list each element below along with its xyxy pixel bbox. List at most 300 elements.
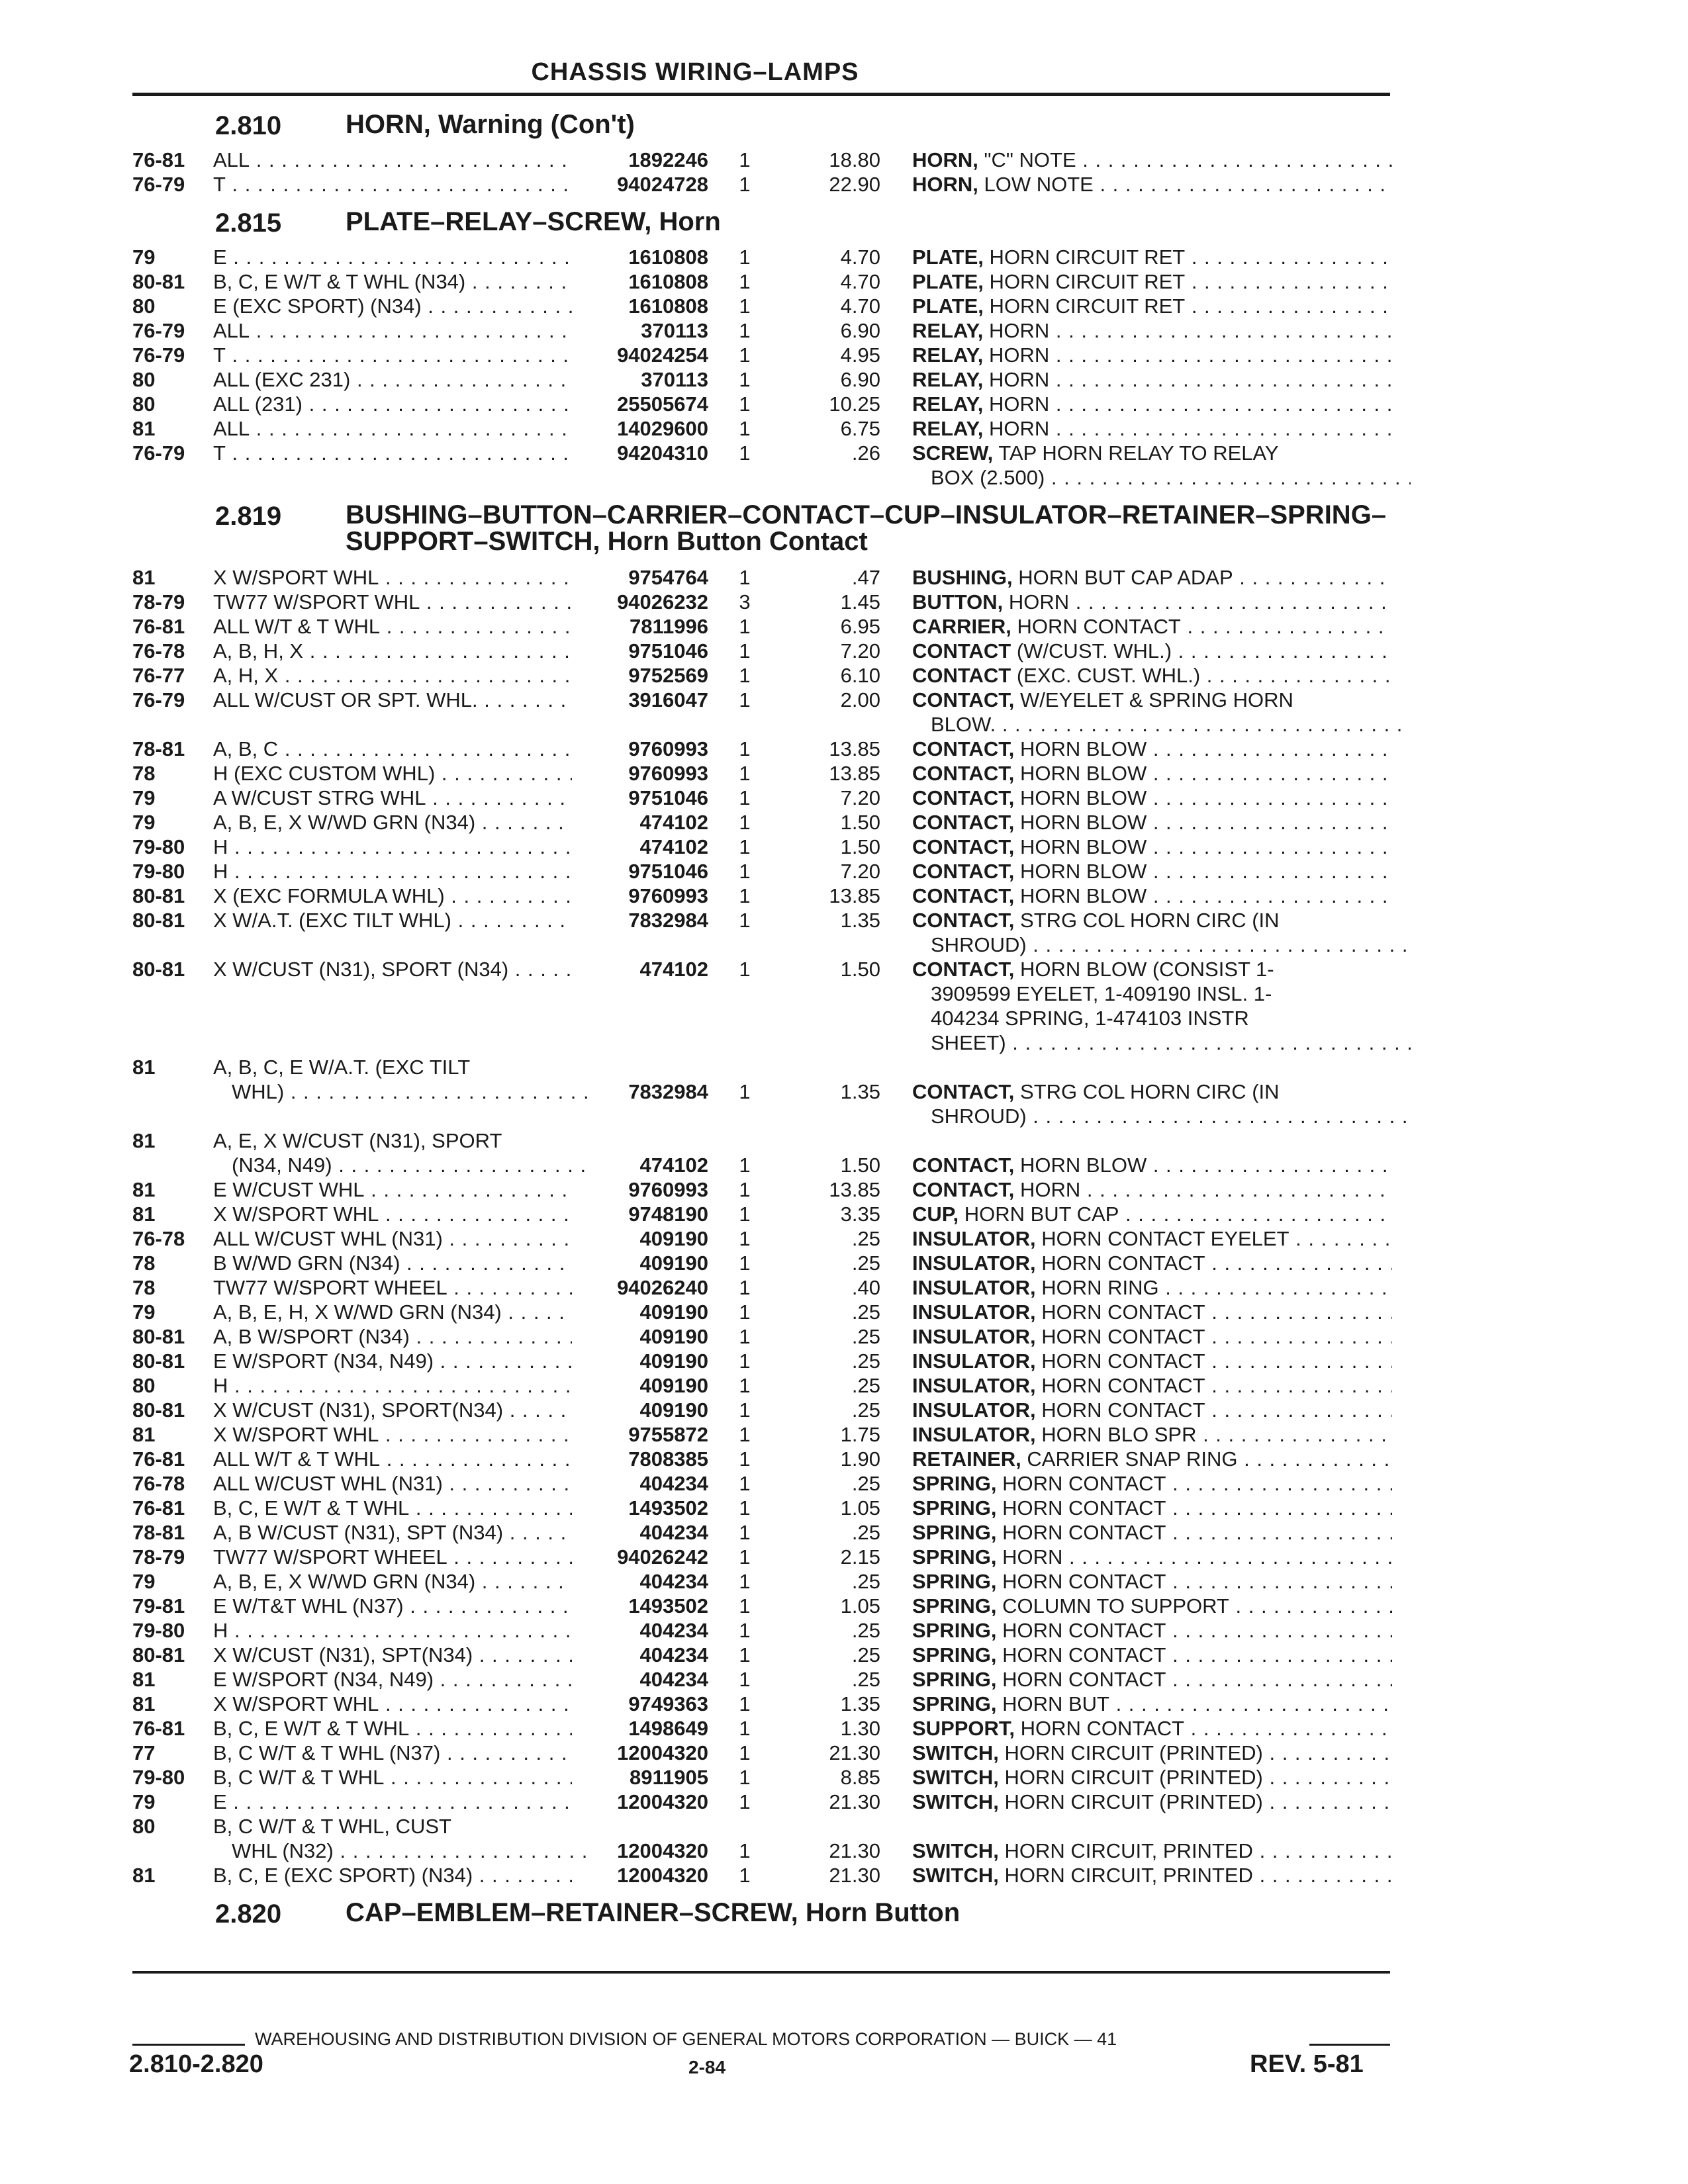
part-description	[912, 1741, 1392, 1765]
part-description-text: HORN CONTACT	[996, 1570, 1166, 1593]
part-description	[912, 1496, 1392, 1520]
section-number: 2.815	[215, 208, 282, 238]
table-row	[0, 1790, 1688, 1814]
model-year: 76-81	[132, 1717, 185, 1740]
part-description-text: (W/CUST. WHL.)	[1011, 639, 1172, 662]
section-number: 2.819	[215, 502, 282, 531]
part-description-text: HORN BLOW	[1014, 762, 1147, 785]
model-year: 81	[132, 1178, 156, 1201]
price: .25	[851, 1325, 880, 1348]
part-description-text: STRG COL HORN CIRC (IN	[1014, 909, 1280, 932]
table-row	[0, 1814, 1688, 1839]
price: 21.30	[829, 1839, 880, 1862]
quantity: 1	[739, 688, 751, 711]
part-description	[912, 1324, 1392, 1349]
model-year: 78-79	[132, 590, 185, 614]
price: 6.90	[840, 319, 880, 342]
model-applicability: ALL W/CUST WHL (N31) . . .	[213, 1471, 572, 1496]
part-description	[912, 367, 1392, 392]
model-year: 80-81	[132, 270, 185, 293]
table-row	[0, 884, 1688, 908]
table-row	[0, 565, 1688, 590]
part-description	[912, 416, 1392, 441]
price: .25	[851, 1472, 880, 1495]
table-row	[0, 663, 1688, 688]
part-description-text: HORN CONTACT	[1035, 1374, 1205, 1397]
part-description-noun: CONTACT,	[912, 884, 1015, 907]
quantity: 1	[739, 1276, 751, 1299]
part-description-text: HORN BUT	[996, 1692, 1109, 1715]
part-number: 404234	[639, 1619, 708, 1642]
price: .25	[851, 1521, 880, 1544]
part-description-text: STRG COL HORN CIRC (IN	[1014, 1080, 1280, 1103]
part-description	[912, 1177, 1392, 1202]
price: .25	[851, 1251, 880, 1275]
part-description	[912, 294, 1392, 318]
footer-section-range: 2.810-2.820	[129, 2050, 263, 2078]
price: 21.30	[829, 1741, 880, 1764]
price: 4.95	[840, 343, 880, 367]
part-description-text: HORN	[996, 1545, 1063, 1569]
price: .26	[851, 441, 880, 465]
part-number: 409190	[639, 1349, 708, 1373]
part-description-text: HORN CIRCUIT (PRINTED)	[998, 1766, 1263, 1789]
price: 13.85	[829, 884, 880, 907]
model-year: 79	[132, 1300, 156, 1324]
table-row	[0, 1422, 1688, 1447]
table-row	[0, 172, 1688, 197]
table-row	[0, 1300, 1688, 1324]
price: 6.90	[840, 368, 880, 391]
part-description-noun: SCREW,	[912, 441, 994, 465]
part-description-noun: INSULATOR,	[912, 1276, 1036, 1299]
part-description	[912, 148, 1392, 172]
model-applicability: ALL W/CUST WHL (N31) . . .	[213, 1226, 572, 1251]
table-row-continuation	[0, 1153, 1688, 1177]
price: .25	[851, 1570, 880, 1593]
model-year: 81	[132, 417, 156, 440]
part-description	[912, 269, 1392, 294]
part-description-text: HORN CIRCUIT RET	[983, 246, 1186, 269]
price: 2.15	[840, 1545, 880, 1569]
part-description-text: HORN CIRCUIT, PRINTED	[998, 1839, 1253, 1862]
model-applicability: X W/CUST (N31), SPT(N34) . . .	[213, 1643, 572, 1667]
price: 4.70	[840, 246, 880, 269]
section-title: BUSHING–BUTTON–CARRIER–CONTACT–CUP–INSULATOR–RETAINER–SPRING–SUPPORT–SWITCH, Horn Button Contact	[346, 500, 1387, 556]
price: 7.20	[840, 639, 880, 662]
table-row	[0, 1692, 1688, 1716]
part-description-text: TAP HORN RELAY TO RELAY	[993, 441, 1279, 465]
model-year: 81	[132, 1203, 156, 1226]
model-year: 76-81	[132, 1447, 185, 1471]
part-number: 409190	[639, 1300, 708, 1324]
price: .25	[851, 1374, 880, 1397]
model-year: 79	[132, 1790, 156, 1813]
part-number: 1493502	[628, 1496, 708, 1520]
model-year: 80	[132, 368, 156, 391]
part-description-text: HORN CIRCUIT RET	[983, 270, 1186, 293]
model-applicability: T . . .	[213, 441, 572, 465]
model-applicability: B W/WD GRN (N34) . . .	[213, 1251, 572, 1275]
part-number: 7811996	[630, 615, 708, 638]
model-applicability: H . . .	[213, 835, 572, 859]
model-year: 80-81	[132, 1325, 185, 1348]
footer-division-text: WAREHOUSING AND DISTRIBUTION DIVISION OF GENERAL MOTORS CORPORATION — BUICK — 41	[255, 2029, 1117, 2049]
quantity: 1	[739, 148, 751, 171]
part-description	[912, 1349, 1392, 1373]
part-description	[912, 1251, 1392, 1275]
table-row	[0, 1128, 1688, 1153]
part-description-noun: RELAY,	[912, 392, 984, 416]
part-description	[912, 1422, 1392, 1447]
part-number: 474102	[639, 835, 708, 858]
part-number: 404234	[639, 1668, 708, 1691]
quantity: 1	[739, 1374, 751, 1397]
part-description	[912, 639, 1392, 663]
part-description-noun: CONTACT,	[912, 1080, 1015, 1103]
table-row	[0, 1349, 1688, 1373]
table-row	[0, 1226, 1688, 1251]
quantity: 1	[739, 811, 751, 834]
model-year: 77	[132, 1741, 156, 1764]
part-description-noun: SUPPORT,	[912, 1717, 1015, 1740]
part-description-noun: CUP,	[912, 1203, 959, 1226]
part-number: 25505674	[617, 392, 708, 416]
quantity: 1	[739, 173, 751, 196]
part-number: 9751046	[628, 786, 708, 809]
part-number: 9751046	[628, 639, 708, 662]
table-row	[0, 148, 1688, 172]
model-applicability: ALL (231) . . .	[213, 392, 572, 416]
table-row	[0, 688, 1688, 712]
model-year: 78	[132, 1276, 156, 1299]
quantity: 1	[739, 1643, 751, 1666]
price: 1.50	[840, 835, 880, 858]
table-row	[0, 1496, 1688, 1520]
part-description	[912, 343, 1392, 367]
price: 1.50	[840, 811, 880, 834]
quantity: 1	[739, 1325, 751, 1348]
model-year: 79	[132, 246, 156, 269]
part-description-text: CARRIER SNAP RING	[1021, 1447, 1238, 1471]
table-row	[0, 1716, 1688, 1741]
table-row	[0, 441, 1688, 465]
quantity: 1	[739, 1766, 751, 1789]
table-row	[0, 1765, 1688, 1790]
model-year: 81	[132, 1056, 156, 1079]
table-row	[0, 859, 1688, 884]
table-row-continuation	[0, 1030, 1688, 1055]
part-description-noun: HORN,	[912, 148, 978, 171]
price: 1.30	[840, 1717, 880, 1740]
part-description	[912, 614, 1392, 639]
part-description-text: HORN CONTACT	[1035, 1349, 1205, 1373]
model-year: 76-78	[132, 1227, 185, 1250]
quantity: 3	[739, 590, 751, 614]
part-number: 9748190	[628, 1203, 708, 1226]
table-row	[0, 245, 1688, 269]
part-number: 94024254	[617, 343, 708, 367]
footer-line-left	[132, 2044, 245, 2046]
part-description	[912, 761, 1392, 786]
price: 2.00	[840, 688, 880, 711]
price: 13.85	[829, 1178, 880, 1201]
part-description-noun: SPRING,	[912, 1496, 997, 1520]
part-number: 9760993	[628, 737, 708, 760]
price: .25	[851, 1398, 880, 1422]
section-title: CAP–EMBLEM–RETAINER–SCREW, Horn Button	[346, 1898, 961, 1927]
part-description	[912, 1006, 1411, 1030]
header-rule	[132, 93, 1390, 96]
model-applicability: H . . .	[213, 1373, 572, 1398]
model-applicability: ALL W/CUST OR SPT. WHL. . . .	[213, 688, 572, 712]
part-description	[912, 908, 1392, 933]
quantity: 1	[739, 1472, 751, 1495]
model-year: 79-80	[132, 1619, 185, 1642]
model-applicability: E . . .	[213, 245, 572, 269]
model-year: 79-80	[132, 835, 185, 858]
model-year: 76-78	[132, 639, 185, 662]
quantity: 1	[739, 246, 751, 269]
part-description-noun: PLATE,	[912, 270, 984, 293]
table-row	[0, 392, 1688, 416]
part-description-noun: SWITCH,	[912, 1741, 999, 1764]
section-heading	[0, 1888, 1688, 1936]
part-description-noun: BUSHING,	[912, 566, 1013, 589]
part-description-text: HORN BLOW	[1014, 786, 1147, 809]
model-applicability: E . . .	[213, 1790, 572, 1814]
model-applicability: X W/SPORT WHL . . .	[213, 1422, 572, 1447]
part-description-text: HORN BLOW (CONSIST 1-	[1014, 958, 1274, 981]
part-description-text: HORN CONTACT	[996, 1668, 1166, 1691]
price: 22.90	[829, 173, 880, 196]
price: 1.35	[840, 1080, 880, 1103]
model-applicability: A, B, E, H, X W/WD GRN (N34) . . .	[213, 1300, 572, 1324]
part-description	[912, 1765, 1392, 1790]
part-description	[912, 712, 1411, 737]
part-description-noun: INSULATOR,	[912, 1349, 1036, 1373]
model-applicability: TW77 W/SPORT WHEEL . . .	[213, 1545, 572, 1569]
quantity: 1	[739, 1619, 751, 1642]
model-year: 79	[132, 1570, 156, 1593]
quantity: 1	[739, 1496, 751, 1520]
quantity: 1	[739, 1741, 751, 1764]
model-year: 80-81	[132, 958, 185, 981]
quantity: 1	[739, 762, 751, 785]
quantity: 1	[739, 1864, 751, 1887]
quantity: 1	[739, 441, 751, 465]
price: 10.25	[829, 392, 880, 416]
part-description	[912, 835, 1392, 859]
part-number: 12004320	[617, 1864, 708, 1887]
table-row	[0, 761, 1688, 786]
quantity: 1	[739, 737, 751, 760]
model-year: 80	[132, 1815, 156, 1838]
model-year: 81	[132, 1423, 156, 1446]
part-description-noun: SPRING,	[912, 1594, 997, 1617]
table-row	[0, 1545, 1688, 1569]
part-description-text: HORN CIRCUIT (PRINTED)	[998, 1741, 1263, 1764]
quantity: 1	[739, 884, 751, 907]
part-number: 7832984	[628, 909, 708, 932]
quantity: 1	[739, 860, 751, 883]
model-year: 79	[132, 811, 156, 834]
price: 18.80	[829, 148, 880, 171]
part-description-noun: SPRING,	[912, 1668, 997, 1691]
part-description-noun: CONTACT,	[912, 1178, 1015, 1201]
part-number: 409190	[639, 1325, 708, 1348]
part-number: 12004320	[617, 1839, 708, 1862]
part-description-text: (EXC. CUST. WHL.)	[1011, 664, 1201, 687]
part-number: 9749363	[628, 1692, 708, 1715]
model-applicability: E W/SPORT (N34, N49) . . .	[213, 1349, 572, 1373]
model-applicability: A, B, C, E W/A.T. (EXC TILT	[213, 1056, 471, 1079]
table-row	[0, 639, 1688, 663]
table-row	[0, 294, 1688, 318]
part-number: 94026242	[617, 1545, 708, 1569]
part-description-noun: CONTACT,	[912, 958, 1015, 981]
price: .25	[851, 1643, 880, 1666]
model-applicability: A, B, H, X . . .	[213, 639, 572, 663]
price: 21.30	[829, 1864, 880, 1887]
quantity: 1	[739, 319, 751, 342]
part-description-text: BLOW.	[931, 713, 996, 736]
part-description-noun: INSULATOR,	[912, 1325, 1036, 1348]
model-applicability: X W/A.T. (EXC TILT WHL) . . .	[213, 908, 572, 933]
model-applicability: X (EXC FORMULA WHL) . . .	[213, 884, 572, 908]
model-applicability: TW77 W/SPORT WHEEL . . .	[213, 1275, 572, 1300]
part-description-text: COLUMN TO SUPPORT	[996, 1594, 1229, 1617]
section-heading	[0, 99, 1688, 148]
quantity: 1	[739, 295, 751, 318]
part-description-text: HORN CONTACT	[1015, 1717, 1185, 1740]
part-description-noun: CONTACT,	[912, 835, 1015, 858]
quantity: 1	[739, 1545, 751, 1569]
part-description-text: SHROUD)	[931, 1105, 1027, 1128]
price: 1.35	[840, 909, 880, 932]
table-row	[0, 614, 1688, 639]
quantity: 1	[739, 270, 751, 293]
part-number: 370113	[641, 368, 708, 391]
part-description-noun: CONTACT,	[912, 909, 1015, 932]
model-applicability: ALL (EXC 231) . . .	[213, 367, 572, 392]
part-number: 409190	[639, 1251, 708, 1275]
part-description-text: HORN CIRCUIT RET	[983, 295, 1186, 318]
quantity: 1	[739, 1839, 751, 1862]
table-row-continuation	[0, 1839, 1688, 1863]
part-description-text: HORN	[983, 343, 1050, 367]
footer-revision: REV. 5-81	[1250, 2050, 1364, 2078]
quantity: 1	[739, 639, 751, 662]
table-row	[0, 416, 1688, 441]
price: 1.50	[840, 1154, 880, 1177]
model-year: 76-81	[132, 148, 185, 171]
model-year: 76-81	[132, 1496, 185, 1520]
part-description-text: HORN BLO SPR	[1035, 1423, 1197, 1446]
model-applicability: A, B W/SPORT (N34) . . .	[213, 1324, 572, 1349]
part-number: 404234	[639, 1472, 708, 1495]
price: 1.50	[840, 958, 880, 981]
part-description-noun: SPRING,	[912, 1472, 997, 1495]
part-description-text: HORN CONTACT EYELET	[1035, 1227, 1289, 1250]
quantity: 1	[739, 1447, 751, 1471]
part-description-noun: HORN,	[912, 173, 978, 196]
section-title: HORN, Warning (Con't)	[346, 110, 635, 139]
model-applicability: B, C, E W/T & T WHL . . .	[213, 1496, 572, 1520]
model-year: 76-79	[132, 441, 185, 465]
part-description	[912, 1471, 1392, 1496]
table-row	[0, 1863, 1688, 1888]
part-description-text: HORN	[983, 392, 1050, 416]
part-description	[912, 933, 1411, 957]
model-applicability: B, C, E (EXC SPORT) (N34) . . .	[213, 1863, 572, 1888]
part-description	[912, 688, 1392, 712]
part-description	[912, 1398, 1392, 1422]
table-row	[0, 343, 1688, 367]
price: .25	[851, 1668, 880, 1691]
part-description-noun: CONTACT,	[912, 811, 1015, 834]
model-applicability: T . . .	[213, 172, 572, 197]
model-applicability: E W/CUST WHL . . .	[213, 1177, 572, 1202]
part-number: 1493502	[628, 1594, 708, 1617]
quantity: 1	[739, 343, 751, 367]
price: 6.95	[840, 615, 880, 638]
part-description	[912, 884, 1392, 908]
table-row	[0, 1177, 1688, 1202]
part-description	[912, 737, 1392, 761]
model-applicability: A W/CUST STRG WHL . . .	[213, 786, 572, 810]
part-description	[912, 1300, 1392, 1324]
table-row	[0, 737, 1688, 761]
price: 1.75	[840, 1423, 880, 1446]
price: 1.45	[840, 590, 880, 614]
part-description-noun: INSULATOR,	[912, 1227, 1036, 1250]
section-number: 2.820	[215, 1899, 282, 1929]
model-applicability: A, B, E, X W/WD GRN (N34) . . .	[213, 1569, 572, 1594]
model-year: 79-80	[132, 1766, 185, 1789]
model-applicability: H (EXC CUSTOM WHL) . . .	[213, 761, 572, 786]
part-description-noun: SWITCH,	[912, 1839, 999, 1862]
part-number: 9755872	[628, 1423, 708, 1446]
footer-page-number: 2-84	[688, 2057, 726, 2077]
part-description	[912, 1520, 1392, 1545]
model-applicability: ALL . . .	[213, 148, 572, 172]
quantity: 1	[739, 1203, 751, 1226]
part-description	[912, 590, 1392, 614]
quantity: 1	[739, 1080, 751, 1103]
price: 6.75	[840, 417, 880, 440]
part-description-noun: RETAINER,	[912, 1447, 1021, 1471]
part-description	[912, 981, 1411, 1006]
part-description-text: 3909599 EYELET, 1-409190 INSL. 1-	[931, 982, 1272, 1005]
table-row	[0, 1594, 1688, 1618]
part-description-noun: CONTACT	[912, 639, 1011, 662]
model-applicability: H . . .	[213, 859, 572, 884]
part-description-noun: CONTACT,	[912, 1154, 1015, 1177]
price: 7.20	[840, 786, 880, 809]
model-applicability: A, E, X W/CUST (N31), SPORT	[213, 1129, 502, 1152]
price: 7.20	[840, 860, 880, 883]
part-description	[912, 1226, 1392, 1251]
part-description-text: HORN RING	[1035, 1276, 1159, 1299]
part-description-noun: PLATE,	[912, 295, 984, 318]
model-applicability: A, H, X . . .	[213, 663, 572, 688]
part-description-text: HORN CONTACT	[1035, 1325, 1205, 1348]
model-applicability: ALL W/T & T WHL . . .	[213, 614, 572, 639]
page-title: CHASSIS WIRING–LAMPS	[531, 58, 859, 86]
part-number: 404234	[639, 1570, 708, 1593]
part-description	[912, 1692, 1392, 1716]
